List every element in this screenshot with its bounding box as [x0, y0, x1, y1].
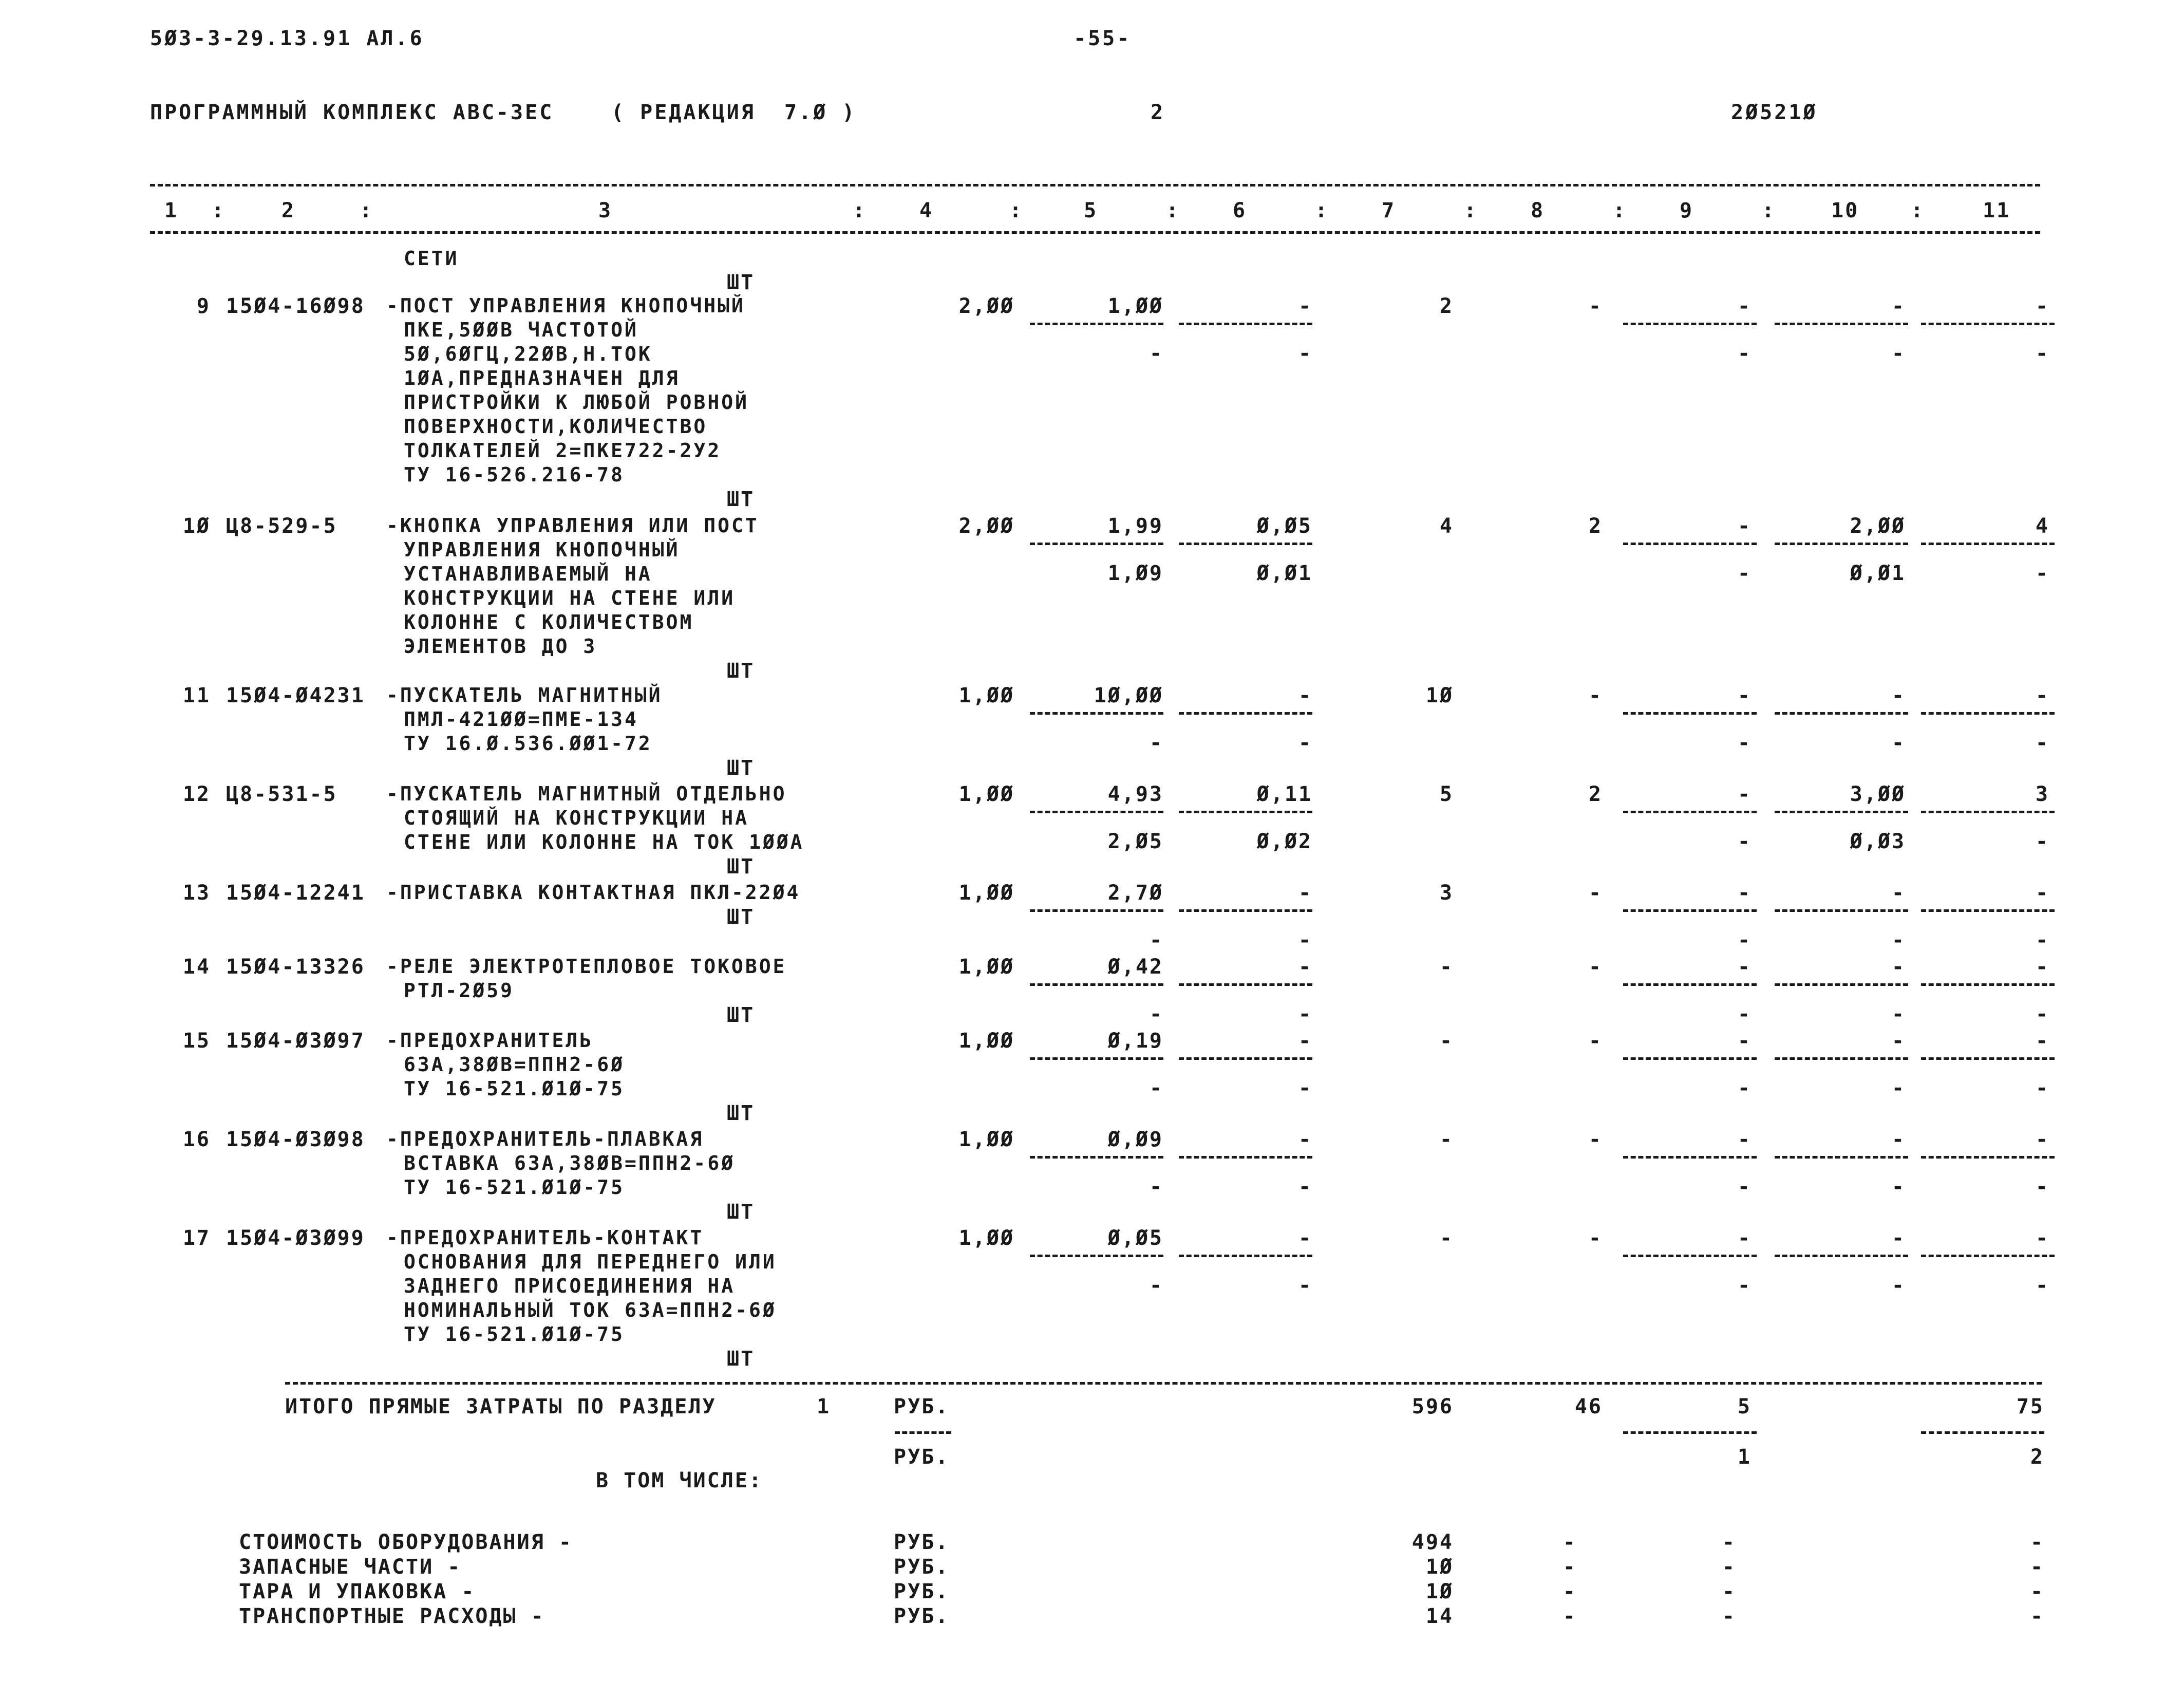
row-col-10: -: [1891, 1226, 1906, 1250]
row-col-6: -: [1298, 1128, 1312, 1151]
row-description-line: СТЕНЕ ИЛИ КОЛОННЕ НА ТОК 1ØØА: [404, 831, 804, 853]
row-sub-rule-10: [1775, 1156, 1908, 1159]
row-col-11: 4: [2035, 514, 2049, 538]
row-col-10-second: -: [1891, 928, 1906, 952]
row-col-10: -: [1891, 1029, 1906, 1053]
breakdown-col7: 1Ø: [1425, 1555, 1454, 1579]
column-separator: :: [1009, 199, 1024, 222]
page-number: -55-: [1074, 27, 1132, 50]
column-number-10: 10: [1831, 199, 1859, 222]
row-col-5: 1Ø,ØØ: [1094, 684, 1163, 707]
column-number-8: 8: [1531, 199, 1545, 222]
row-col-11-second: -: [2035, 342, 2049, 365]
row-sub-rule-10: [1775, 543, 1908, 545]
row-sub-rule-9: [1623, 323, 1757, 325]
totals-label: ИТОГО ПРЯМЫЕ ЗАТРАТЫ ПО РАЗДЕЛУ: [285, 1395, 717, 1418]
row-description-line: ТОЛКАТЕЛЕЙ 2=ПКЕ722-2У2: [404, 439, 722, 462]
row-col-11: 3: [2035, 782, 2049, 806]
row-sub-rule-5: [1030, 983, 1163, 986]
row-sub-rule-11: [1921, 323, 2055, 325]
row-col-11: -: [2035, 881, 2049, 905]
totals-sub-rule-11: [1921, 1431, 2044, 1434]
row-description-line: ЗАДНЕГО ПРИСОЕДИНЕНИЯ НА: [404, 1275, 736, 1297]
row-description-line: ВСТАВКА 63А,38ØВ=ППН2-6Ø: [404, 1152, 736, 1174]
row-col-8: 2: [1588, 514, 1603, 538]
row-col-4: 1,ØØ: [958, 1128, 1014, 1151]
row-col-9: -: [1737, 514, 1752, 538]
document-code: 5Ø3-3-29.13.91 АЛ.6: [150, 27, 424, 50]
breakdown-currency: РУБ.: [894, 1580, 950, 1603]
row-col-6: -: [1298, 955, 1312, 979]
row-col-11-second: -: [2035, 1002, 2049, 1026]
row-col-7: -: [1439, 1226, 1454, 1250]
column-number-9: 9: [1680, 199, 1694, 222]
row-description-line: -ПОСТ УПРАВЛЕНИЯ КНОПОЧНЫЙ: [386, 294, 745, 317]
row-sub-rule-11: [1921, 1156, 2055, 1159]
unit-label: ШТ: [727, 271, 755, 294]
row-col-11-second: -: [2035, 1274, 2049, 1297]
row-code: 15Ø4-12241: [226, 881, 365, 905]
row-col-4: 1,ØØ: [958, 881, 1014, 905]
totals-currency-2: РУБ.: [894, 1445, 950, 1469]
row-col-5-second: -: [1149, 1076, 1163, 1100]
row-sub-rule-6: [1179, 1255, 1312, 1257]
row-col-10-second: -: [1891, 1002, 1906, 1026]
row-col-5-second: -: [1149, 928, 1163, 952]
breakdown-col7: 1Ø: [1425, 1580, 1454, 1603]
row-col-4: 1,ØØ: [958, 955, 1014, 979]
breakdown-col8: -: [1562, 1530, 1577, 1554]
header-bottom-rule: [150, 231, 2040, 234]
column-separator: :: [212, 199, 226, 222]
row-col-4: 1,ØØ: [958, 1029, 1014, 1053]
row-col-11-second: -: [2035, 731, 2049, 755]
totals-currency: РУБ.: [894, 1395, 950, 1418]
row-description-line: ЭЛЕМЕНТОВ ДО 3: [404, 635, 597, 658]
breakdown-col8: -: [1562, 1555, 1577, 1579]
breakdown-currency: РУБ.: [894, 1604, 950, 1628]
totals-sub-rule-9: [1623, 1431, 1757, 1434]
row-col-6-second: -: [1298, 928, 1312, 952]
breakdown-col8: -: [1562, 1580, 1577, 1603]
row-sub-rule-10: [1775, 712, 1908, 715]
breakdown-label: ТРАНСПОРТНЫЕ РАСХОДЫ -: [239, 1604, 545, 1628]
row-description-line: -ПРИСТАВКА КОНТАКТНАЯ ПКЛ-22Ø4: [386, 881, 801, 904]
row-sub-rule-6: [1179, 712, 1312, 715]
row-col-8: -: [1588, 1226, 1603, 1250]
column-number-4: 4: [919, 199, 934, 222]
row-col-5-second: 2,Ø5: [1107, 830, 1163, 853]
row-col-5: Ø,Ø5: [1107, 1226, 1163, 1250]
row-col-6-second: -: [1298, 1274, 1312, 1297]
continued-description: СЕТИ: [404, 247, 459, 270]
row-col-9: -: [1737, 1128, 1752, 1151]
row-col-9-second: -: [1737, 1002, 1752, 1026]
row-sub-rule-6: [1179, 811, 1312, 813]
row-col-10-second: -: [1891, 1175, 1906, 1199]
row-col-9-second: -: [1737, 731, 1752, 755]
column-separator: :: [1911, 199, 1925, 222]
row-col-11: -: [2035, 684, 2049, 707]
row-col-8: -: [1588, 684, 1603, 707]
row-description-line: ПОВЕРХНОСТИ,КОЛИЧЕСТВО: [404, 415, 708, 438]
row-col-10: 2,ØØ: [1850, 514, 1906, 538]
row-col-10-second: Ø,Ø1: [1850, 562, 1906, 585]
breakdown-col9: -: [1722, 1530, 1736, 1554]
row-col-6: Ø,11: [1256, 782, 1312, 806]
row-col-4: 1,ØØ: [958, 684, 1014, 707]
row-number: 11: [182, 684, 211, 707]
row-description-line: КОЛОННЕ С КОЛИЧЕСТВОМ: [404, 611, 694, 633]
row-col-6-second: Ø,Ø2: [1256, 830, 1312, 853]
row-col-6: -: [1298, 881, 1312, 905]
row-col-5: 4,93: [1107, 782, 1163, 806]
row-col-6-second: Ø,Ø1: [1256, 562, 1312, 585]
row-col-9: -: [1737, 955, 1752, 979]
breakdown-col11: -: [2030, 1555, 2044, 1579]
row-unit: ШТ: [727, 1347, 755, 1371]
row-col-6-second: -: [1298, 1076, 1312, 1100]
row-col-5-second: -: [1149, 731, 1163, 755]
row-col-5-second: -: [1149, 1274, 1163, 1297]
column-number-11: 11: [1983, 199, 2011, 222]
row-col-5: 2,7Ø: [1107, 881, 1163, 905]
row-col-9-second: -: [1737, 928, 1752, 952]
row-col-9-second: -: [1737, 1175, 1752, 1199]
row-col-9: -: [1737, 294, 1752, 318]
row-code: Ц8-529-5: [226, 514, 337, 538]
section-number: 2: [1151, 101, 1165, 124]
row-col-6: -: [1298, 1226, 1312, 1250]
row-description-line: ТУ 16-521.Ø1Ø-75: [404, 1323, 625, 1346]
row-sub-rule-5: [1030, 909, 1163, 912]
row-col-5-second: -: [1149, 342, 1163, 365]
row-col-11-second: -: [2035, 1076, 2049, 1100]
breakdown-col9: -: [1722, 1604, 1736, 1628]
row-col-11-second: -: [2035, 562, 2049, 585]
row-col-7: -: [1439, 1029, 1454, 1053]
row-code: Ц8-531-5: [226, 782, 337, 806]
row-col-9: -: [1737, 684, 1752, 707]
totals-col8: 46: [1574, 1395, 1603, 1418]
row-col-6-second: -: [1298, 1175, 1312, 1199]
row-sub-rule-11: [1921, 811, 2055, 813]
row-sub-rule-10: [1775, 1255, 1908, 1257]
column-number-7: 7: [1382, 199, 1396, 222]
object-code: 2Ø521Ø: [1731, 101, 1818, 124]
row-col-9-second: -: [1737, 1076, 1752, 1100]
row-col-7: -: [1439, 1128, 1454, 1151]
breakdown-col9: -: [1722, 1555, 1736, 1579]
row-col-10: -: [1891, 294, 1906, 318]
row-col-4: 1,ØØ: [958, 1226, 1014, 1250]
column-separator: :: [1762, 199, 1776, 222]
column-separator: :: [1464, 199, 1478, 222]
row-col-11: -: [2035, 294, 2049, 318]
row-col-8: -: [1588, 1029, 1603, 1053]
row-sub-rule-9: [1623, 1255, 1757, 1257]
row-col-10: -: [1891, 881, 1906, 905]
breakdown-col8: -: [1562, 1604, 1577, 1628]
row-description-line: ОСНОВАНИЯ ДЛЯ ПЕРЕДНЕГО ИЛИ: [404, 1250, 777, 1273]
row-sub-rule-6: [1179, 909, 1312, 912]
row-number: 12: [182, 782, 211, 806]
row-description-line: -ПРЕДОХРАНИТЕЛЬ-ПЛАВКАЯ: [386, 1128, 704, 1150]
row-col-6-second: -: [1298, 1002, 1312, 1026]
row-col-11-second: -: [2035, 1175, 2049, 1199]
row-sub-rule-9: [1623, 1156, 1757, 1159]
row-description-line: 63А,38ØВ=ППН2-6Ø: [404, 1053, 625, 1076]
row-sub-rule-9: [1623, 983, 1757, 986]
column-separator: :: [1166, 199, 1180, 222]
row-sub-rule-6: [1179, 983, 1312, 986]
row-sub-rule-9: [1623, 1057, 1757, 1060]
header-top-rule: [150, 184, 2040, 186]
row-col-7: 4: [1439, 514, 1454, 538]
row-col-10: -: [1891, 684, 1906, 707]
row-col-7: -: [1439, 955, 1454, 979]
row-col-11-second: -: [2035, 830, 2049, 853]
row-unit: ШТ: [727, 488, 755, 511]
row-col-5: 1,ØØ: [1107, 294, 1163, 318]
row-col-7: 1Ø: [1425, 684, 1454, 707]
row-col-9-second: -: [1737, 830, 1752, 853]
row-unit: ШТ: [727, 1200, 755, 1224]
row-sub-rule-5: [1030, 543, 1163, 545]
row-col-6: -: [1298, 684, 1312, 707]
row-unit: ШТ: [727, 1101, 755, 1125]
row-description-line: ТУ 16-521.Ø1Ø-75: [404, 1077, 625, 1100]
row-description-line: -РЕЛЕ ЭЛЕКТРОТЕПЛОВОЕ ТОКОВОЕ: [386, 955, 787, 978]
row-col-6: Ø,Ø5: [1256, 514, 1312, 538]
column-number-3: 3: [598, 199, 613, 222]
row-description-line: -ПРЕДОХРАНИТЕЛЬ-КОНТАКТ: [386, 1226, 704, 1249]
row-description-line: 1ØА,ПРЕДНАЗНАЧЕН ДЛЯ: [404, 367, 680, 389]
row-col-5-second: 1,Ø9: [1107, 562, 1163, 585]
row-sub-rule-5: [1030, 323, 1163, 325]
row-unit: ШТ: [727, 855, 755, 879]
row-description-line: -КНОПКА УПРАВЛЕНИЯ ИЛИ ПОСТ: [386, 514, 759, 537]
row-sub-rule-6: [1179, 1156, 1312, 1159]
breakdown-label: ТАРА И УПАКОВКА -: [239, 1580, 476, 1603]
totals-col9: 5: [1737, 1395, 1752, 1418]
row-sub-rule-5: [1030, 1255, 1163, 1257]
row-sub-rule-5: [1030, 1156, 1163, 1159]
row-sub-rule-9: [1623, 909, 1757, 912]
row-col-8: 2: [1588, 782, 1603, 806]
breakdown-col11: -: [2030, 1530, 2044, 1554]
row-description-line: -ПРЕДОХРАНИТЕЛЬ: [386, 1029, 594, 1052]
breakdown-col11: -: [2030, 1580, 2044, 1603]
breakdown-currency: РУБ.: [894, 1555, 950, 1579]
breakdown-col11: -: [2030, 1604, 2044, 1628]
totals-col7: 596: [1411, 1395, 1454, 1418]
row-sub-rule-11: [1921, 1057, 2055, 1060]
row-description-line: ПМЛ-421ØØ=ПМЕ-134: [404, 708, 638, 731]
row-col-7: 3: [1439, 881, 1454, 905]
row-number: 13: [182, 881, 211, 905]
row-col-7: 2: [1439, 294, 1454, 318]
totals-section: 1: [817, 1395, 831, 1418]
row-col-10-second: -: [1891, 1274, 1906, 1297]
row-number: 15: [182, 1029, 211, 1053]
row-description-line: ПКЕ,5ØØВ ЧАСТОТОЙ: [404, 319, 638, 341]
breakdown-label: СТОИМОСТЬ ОБОРУДОВАНИЯ -: [239, 1530, 573, 1554]
row-number: 16: [182, 1128, 211, 1151]
row-sub-rule-9: [1623, 712, 1757, 715]
column-separator: :: [1613, 199, 1627, 222]
row-sub-rule-11: [1921, 1255, 2055, 1257]
row-sub-rule-6: [1179, 323, 1312, 325]
row-col-5: Ø,42: [1107, 955, 1163, 979]
row-code: 15Ø4-16Ø98: [226, 294, 365, 318]
row-description-line: ПРИСТРОЙКИ К ЛЮБОЙ РОВНОЙ: [404, 391, 749, 414]
column-number-2: 2: [281, 199, 296, 222]
row-description-line: НОМИНАЛЬНЫЙ ТОК 63А=ППН2-6Ø: [404, 1299, 777, 1321]
totals-sub-rule: [895, 1431, 951, 1434]
row-col-5-second: -: [1149, 1175, 1163, 1199]
row-description-line: КОНСТРУКЦИИ НА СТЕНЕ ИЛИ: [404, 587, 736, 609]
row-col-9: -: [1737, 1029, 1752, 1053]
row-sub-rule-11: [1921, 909, 2055, 912]
row-description-line: УПРАВЛЕНИЯ КНОПОЧНЫЙ: [404, 538, 680, 561]
row-description-line: УСТАНАВЛИВАЕМЫЙ НА: [404, 563, 652, 585]
row-description-line: ТУ 16-526.216-78: [404, 463, 625, 486]
row-col-8: -: [1588, 955, 1603, 979]
row-col-11: -: [2035, 1128, 2049, 1151]
row-number: 1Ø: [182, 514, 211, 538]
row-col-5: Ø,Ø9: [1107, 1128, 1163, 1151]
row-col-5: Ø,19: [1107, 1029, 1163, 1053]
row-sub-rule-10: [1775, 1057, 1908, 1060]
row-col-6-second: -: [1298, 342, 1312, 365]
column-number-6: 6: [1233, 199, 1247, 222]
row-description-line: -ПУСКАТЕЛЬ МАГНИТНЫЙ: [386, 684, 663, 706]
row-col-8: -: [1588, 1128, 1603, 1151]
row-col-4: 2,ØØ: [958, 294, 1014, 318]
totals-col11: 75: [2016, 1395, 2044, 1418]
including-label: В ТОМ ЧИСЛЕ:: [596, 1469, 763, 1492]
breakdown-currency: РУБ.: [894, 1530, 950, 1554]
row-col-11: -: [2035, 1226, 2049, 1250]
row-unit: ШТ: [727, 905, 755, 929]
breakdown-label: ЗАПАСНЫЕ ЧАСТИ -: [239, 1555, 462, 1579]
row-col-11: -: [2035, 955, 2049, 979]
row-col-10-second: -: [1891, 1076, 1906, 1100]
row-col-5-second: -: [1149, 1002, 1163, 1026]
row-code: 15Ø4-Ø3Ø99: [226, 1226, 365, 1250]
column-separator: :: [853, 199, 867, 222]
row-sub-rule-5: [1030, 811, 1163, 813]
row-sub-rule-5: [1030, 712, 1163, 715]
row-unit: ШТ: [727, 659, 755, 683]
row-col-6: -: [1298, 294, 1312, 318]
breakdown-col7: 494: [1411, 1530, 1454, 1554]
row-sub-rule-10: [1775, 323, 1908, 325]
column-separator: :: [360, 199, 374, 222]
row-sub-rule-10: [1775, 909, 1908, 912]
row-col-10: 3,ØØ: [1850, 782, 1906, 806]
row-sub-rule-9: [1623, 811, 1757, 813]
row-sub-rule-10: [1775, 811, 1908, 813]
row-col-9-second: -: [1737, 562, 1752, 585]
row-code: 15Ø4-Ø3Ø98: [226, 1128, 365, 1151]
row-description-line: РТЛ-2Ø59: [404, 979, 515, 1002]
row-number: 14: [182, 955, 211, 979]
row-description-line: -ПУСКАТЕЛЬ МАГНИТНЫЙ ОТДЕЛЬНО: [386, 782, 787, 805]
totals-rule: [285, 1382, 2042, 1385]
program-name: ПРОГРАММНЫЙ КОМПЛЕКС АВС-3ЕС: [150, 101, 554, 124]
row-sub-rule-9: [1623, 543, 1757, 545]
row-sub-rule-11: [1921, 543, 2055, 545]
row-col-5: 1,99: [1107, 514, 1163, 538]
row-col-4: 2,ØØ: [958, 514, 1014, 538]
row-number: 17: [182, 1226, 211, 1250]
row-code: 15Ø4-Ø3Ø97: [226, 1029, 365, 1053]
breakdown-col9: -: [1722, 1580, 1736, 1603]
column-number-1: 1: [164, 199, 179, 222]
row-col-9-second: -: [1737, 1274, 1752, 1297]
row-unit: ШТ: [727, 756, 755, 780]
row-col-10: -: [1891, 955, 1906, 979]
row-sub-rule-11: [1921, 983, 2055, 986]
row-col-8: -: [1588, 881, 1603, 905]
row-sub-rule-11: [1921, 712, 2055, 715]
program-edition: ( РЕДАКЦИЯ 7.Ø ): [611, 101, 857, 124]
row-col-9: -: [1737, 881, 1752, 905]
totals-col9-b: 1: [1737, 1445, 1752, 1469]
row-description-line: ТУ 16-521.Ø1Ø-75: [404, 1176, 625, 1199]
row-unit: ШТ: [727, 1003, 755, 1027]
row-sub-rule-5: [1030, 1057, 1163, 1060]
row-col-10-second: -: [1891, 342, 1906, 365]
row-col-7: 5: [1439, 782, 1454, 806]
row-col-8: -: [1588, 294, 1603, 318]
column-separator: :: [1315, 199, 1329, 222]
row-number: 9: [196, 294, 211, 318]
row-col-10: -: [1891, 1128, 1906, 1151]
row-col-9: -: [1737, 782, 1752, 806]
row-sub-rule-6: [1179, 1057, 1312, 1060]
row-description-line: СТОЯЩИЙ НА КОНСТРУКЦИИ НА: [404, 807, 749, 829]
row-col-10-second: -: [1891, 731, 1906, 755]
totals-col11-b: 2: [2030, 1445, 2044, 1469]
row-description-line: ТУ 16.Ø.536.ØØ1-72: [404, 732, 652, 755]
row-col-9-second: -: [1737, 342, 1752, 365]
row-description-line: 5Ø,6ØГЦ,22ØВ,Н.ТОК: [404, 343, 652, 365]
breakdown-col7: 14: [1425, 1604, 1454, 1628]
row-col-6-second: -: [1298, 731, 1312, 755]
row-code: 15Ø4-13326: [226, 955, 365, 979]
row-sub-rule-6: [1179, 543, 1312, 545]
row-code: 15Ø4-Ø4231: [226, 684, 365, 707]
row-col-11: -: [2035, 1029, 2049, 1053]
row-col-11-second: -: [2035, 928, 2049, 952]
row-col-4: 1,ØØ: [958, 782, 1014, 806]
row-col-6: -: [1298, 1029, 1312, 1053]
row-col-9: -: [1737, 1226, 1752, 1250]
row-col-10-second: Ø,Ø3: [1850, 830, 1906, 853]
row-sub-rule-10: [1775, 983, 1908, 986]
column-number-5: 5: [1084, 199, 1098, 222]
